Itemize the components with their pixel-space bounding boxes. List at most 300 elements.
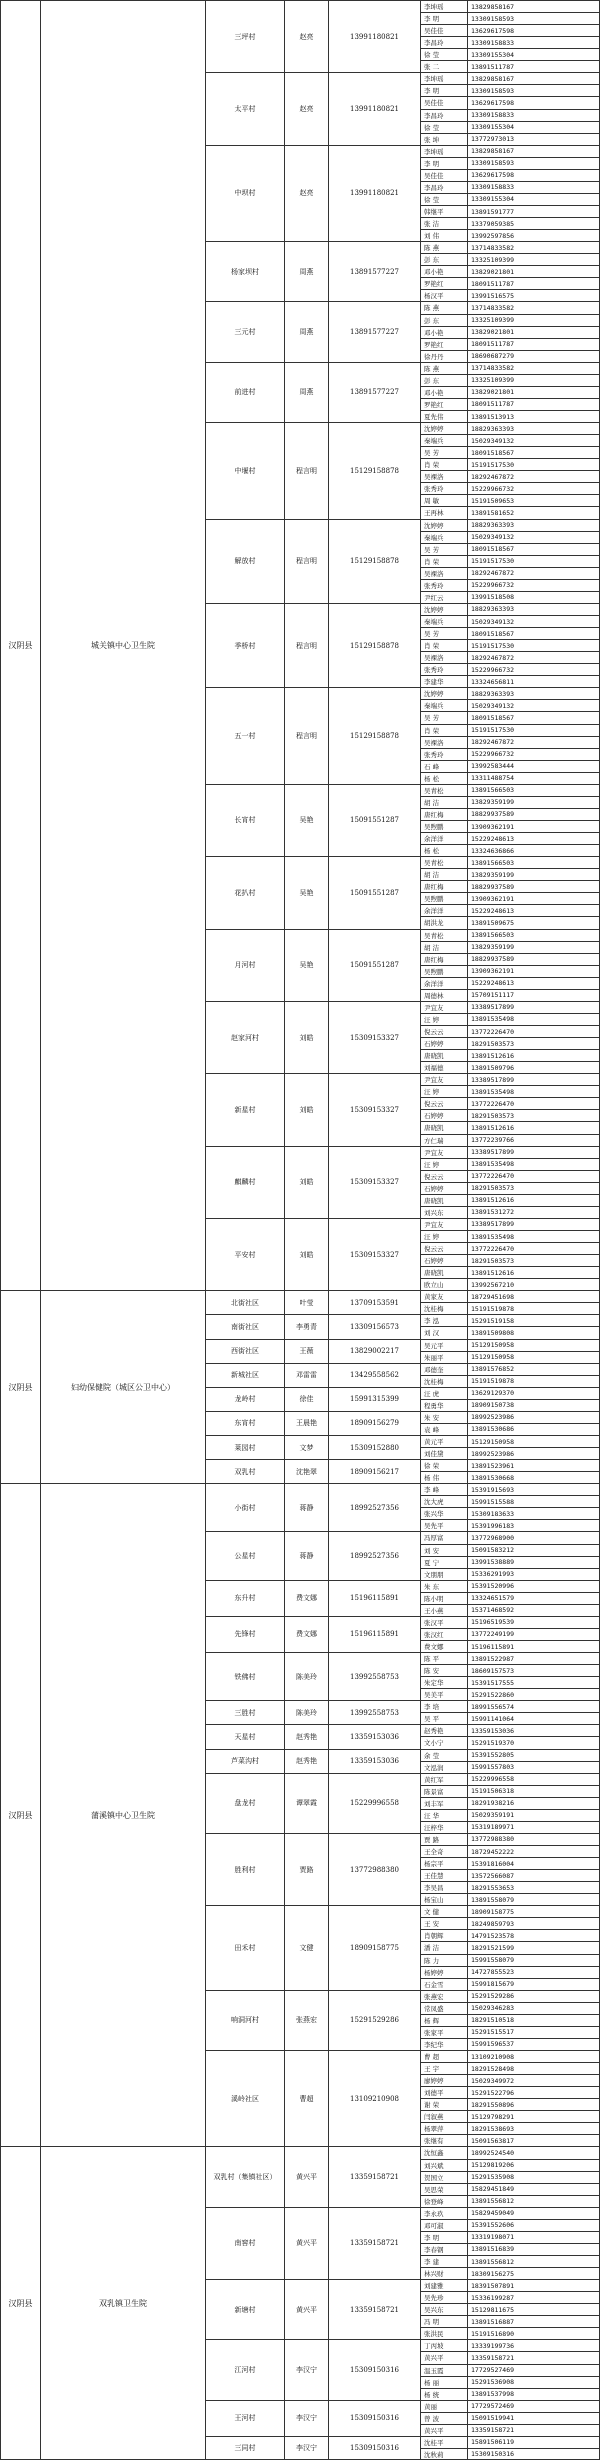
staff-name: 邓小艳: [424, 268, 444, 277]
staff-row: [420, 241, 600, 253]
staff-phone: 18091511787: [467, 278, 600, 289]
staff-row: [420, 0, 600, 12]
staff-row: [420, 1013, 600, 1025]
hospital-cell: 蒲溪镇中心卫生院: [40, 1483, 205, 2146]
staff-name: 张秀玲: [424, 750, 444, 759]
staff-row: [420, 84, 600, 96]
village-cell: 龙岭村: [205, 1387, 284, 1411]
staff-phone: 15291519158: [467, 1315, 600, 1326]
staff-phone: 13829021801: [467, 387, 600, 398]
staff-row: [420, 615, 600, 627]
staff-phone: 18291528498: [467, 2063, 600, 2074]
staff-phone: 13891512616: [467, 1267, 600, 1278]
staff-phone: 13319198071: [467, 2232, 600, 2243]
staff-row: [420, 603, 600, 615]
staff-name: 程勇华: [424, 1401, 444, 1410]
staff-name: 冯厚富: [424, 1534, 444, 1543]
staff-phone: 18291510518: [467, 2015, 600, 2026]
staff-row: [420, 2014, 600, 2026]
staff-row: [420, 289, 600, 301]
staff-name: 沈恒鑫: [424, 2149, 444, 2158]
staff-name: 沈大虎: [424, 1498, 444, 1507]
staff-name: 彭 东: [424, 376, 440, 385]
staff-row: [420, 1278, 600, 1290]
staff-row: [420, 1640, 600, 1652]
staff-phone: 13309158593: [467, 85, 600, 96]
staff-phone: 13324636866: [467, 845, 600, 856]
staff-name: 文朋朋: [424, 1570, 444, 1579]
staff-phone: 18291538693: [467, 2123, 600, 2134]
staff-row: [420, 2074, 600, 2086]
staff-name: 刘建雅: [424, 2282, 444, 2291]
staff-name: 张汉平: [424, 1618, 444, 1627]
doctor-phone-cell: 15309150316: [328, 2436, 420, 2460]
staff-name: 丁丙坡: [424, 2342, 444, 2351]
staff-phone: 15991557803: [467, 1762, 600, 1773]
staff-phone: 13772226470: [467, 1171, 600, 1182]
staff-name: 文泓润: [424, 1763, 444, 1772]
doctor-phone-cell: 15309150316: [328, 2400, 420, 2436]
village-cell: 小街村: [205, 1483, 284, 1531]
village-cell: 麒麟村: [205, 1146, 284, 1218]
staff-phone: 13891522987: [467, 1653, 600, 1664]
staff-row: [420, 48, 600, 60]
staff-name: 尹宜友: [424, 1076, 444, 1085]
village-cell: 新星村: [205, 1073, 284, 1145]
staff-row: [420, 965, 600, 977]
staff-name: 刘丰军: [424, 1799, 444, 1808]
staff-name: 唐晓凯: [424, 1269, 444, 1278]
staff-name: 王佳慧: [424, 1872, 444, 1881]
staff-phone: 18292467872: [467, 737, 600, 748]
doctor-cell: 李汉宁: [284, 2400, 328, 2436]
staff-name: 张秀玲: [424, 666, 444, 675]
staff-row: [420, 2231, 600, 2243]
staff-phone: 13572566087: [467, 1870, 600, 1881]
staff-name: 曾 波: [424, 2414, 440, 2423]
village-cell: 三元村: [205, 301, 284, 361]
staff-row: [420, 687, 600, 699]
staff-name: 沈婷婷: [424, 605, 444, 614]
staff-phone: 13339199736: [467, 2340, 600, 2351]
staff-phone: 13829858167: [467, 1, 600, 12]
staff-row: [420, 2134, 600, 2146]
staff-phone: 13379059385: [467, 218, 600, 229]
staff-row: [420, 748, 600, 760]
staff-phone: 13309158593: [467, 13, 600, 24]
staff-phone: 18249859793: [467, 1918, 600, 1929]
doctor-cell: 刘皓: [284, 1073, 328, 1145]
staff-phone: 18829937589: [467, 954, 600, 965]
staff-row: [420, 253, 600, 265]
staff-row: [420, 229, 600, 241]
staff-row: [420, 1966, 600, 1978]
staff-name: 尹红云: [424, 593, 444, 602]
doctor-cell: 沈艳翠: [284, 1459, 328, 1483]
staff-name: 肖 荣: [424, 557, 440, 566]
staff-phone: 18309156275: [467, 2268, 600, 2279]
staff-name: 黄兴平: [424, 2426, 444, 2435]
staff-row: [420, 506, 600, 518]
staff-name: 秦端兵: [424, 702, 444, 711]
staff-row: [420, 1869, 600, 1881]
staff-row: [420, 2050, 600, 2062]
village-cell: 中坝村: [205, 145, 284, 241]
staff-phone: 13891523961: [467, 1460, 600, 1471]
staff-phone: 15391996183: [467, 1520, 600, 1531]
staff-row: [420, 591, 600, 603]
staff-phone: 13629617598: [467, 170, 600, 181]
staff-name: 吴佳佳: [424, 27, 444, 36]
staff-phone: 15229248613: [467, 978, 600, 989]
doctor-phone-cell: 13991180821: [328, 72, 420, 144]
staff-name: 黄丽: [424, 2402, 437, 2411]
staff-phone: 13891556812: [467, 2196, 600, 2207]
staff-name: 张燕宏: [424, 1992, 444, 2001]
staff-row: [420, 784, 600, 796]
staff-row: [420, 1881, 600, 1893]
staff-name: 肖 荣: [424, 726, 440, 735]
staff-phone: 13629129370: [467, 1388, 600, 1399]
staff-name: 陈 燕: [424, 364, 440, 373]
staff-phone: 15196519539: [467, 1617, 600, 1628]
staff-row: [420, 265, 600, 277]
staff-row: [420, 892, 600, 904]
staff-row: [420, 1339, 600, 1351]
staff-phone: 18291503573: [467, 1110, 600, 1121]
staff-name: 汪 华: [424, 1811, 440, 1820]
staff-name: 唐晓凯: [424, 1052, 444, 1061]
staff-phone: 15029349132: [467, 616, 600, 627]
staff-row: [420, 314, 600, 326]
staff-name: 沈桂梅: [424, 1377, 444, 1386]
staff-phone: 15829459049: [467, 2208, 600, 2219]
doctor-cell: 王薇: [284, 1339, 328, 1363]
staff-name: 杨 伟: [424, 1474, 440, 1483]
staff-row: [420, 434, 600, 446]
staff-row: [420, 2098, 600, 2110]
staff-phone: 18992524540: [467, 2147, 600, 2158]
staff-phone: 13311488754: [467, 773, 600, 784]
staff-row: [420, 579, 600, 591]
staff-name: 沈秋莉: [424, 2450, 444, 2459]
staff-name: 刘 汉: [424, 1329, 440, 1338]
staff-name: 刘佳黛: [424, 1450, 444, 1459]
staff-phone: 15336291993: [467, 1569, 600, 1580]
staff-name: 邓小艳: [424, 328, 444, 337]
doctor-cell: 李汉宁: [284, 2436, 328, 2460]
staff-name: 唐红梅: [424, 883, 444, 892]
staff-phone: 13891556812: [467, 2256, 600, 2267]
staff-name: 李昌玲: [424, 111, 444, 120]
staff-name: 李坤瑶: [424, 75, 444, 84]
staff-name: 陈 安: [424, 1667, 440, 1676]
staff-row: [420, 989, 600, 1001]
staff-phone: 13891512616: [467, 1122, 600, 1133]
staff-phone: 15191517530: [467, 556, 600, 567]
staff-name: 李昌玲: [424, 39, 444, 48]
doctor-phone-cell: 18909156217: [328, 1459, 420, 1483]
staff-row: [420, 1025, 600, 1037]
staff-name: 吴先珍: [424, 2294, 444, 2303]
staff-row: [420, 1592, 600, 1604]
staff-phone: 17729572469: [467, 2401, 600, 2412]
staff-phone: 15291535908: [467, 2172, 600, 2183]
village-cell: 三坪村: [205, 0, 284, 72]
village-cell: 天星村: [205, 1724, 284, 1748]
staff-name: 张 坤: [424, 135, 440, 144]
staff-row: [420, 2026, 600, 2038]
staff-name: 汪 婷: [424, 1015, 440, 1024]
staff-row: [420, 1568, 600, 1580]
staff-row: [420, 1085, 600, 1097]
staff-row: [420, 627, 600, 639]
staff-row: [420, 2122, 600, 2134]
doctor-cell: 刘皓: [284, 1001, 328, 1073]
village-cell: 双乳村（集镇社区）: [205, 2146, 284, 2206]
staff-name: 邓小艳: [424, 388, 444, 397]
staff-phone: 18992523986: [467, 1412, 600, 1423]
staff-row: [420, 543, 600, 555]
staff-row: [420, 1326, 600, 1338]
staff-row: [420, 2219, 600, 2231]
staff-name: 温玉霞: [424, 2366, 444, 2375]
village-cell: 先锋村: [205, 1616, 284, 1652]
hospital-cell: 双乳镇卫生院: [40, 2146, 205, 2460]
staff-name: 杨婷婷: [424, 1968, 444, 1977]
staff-phone: 13891512616: [467, 1050, 600, 1061]
staff-name: 石婷婷: [424, 1040, 444, 1049]
doctor-cell: 赵秀艳: [284, 1749, 328, 1773]
staff-row: [420, 1134, 600, 1146]
staff-row: [420, 1857, 600, 1869]
staff-phone: 18991556574: [467, 1701, 600, 1712]
staff-phone: 13891566503: [467, 785, 600, 796]
staff-name: 张 二: [424, 63, 440, 72]
staff-phone: 13359153036: [467, 1725, 600, 1736]
staff-phone: 15391552805: [467, 1750, 600, 1761]
village-cell: 胜利村: [205, 1833, 284, 1905]
staff-phone: 15291529286: [467, 1991, 600, 2002]
staff-phone: 13389517899: [467, 1002, 600, 1013]
staff-phone: 15291522860: [467, 1689, 600, 1700]
staff-phone: 18690687279: [467, 351, 600, 362]
staff-phone: 15091583212: [467, 1545, 600, 1556]
doctor-phone-cell: 15309152880: [328, 1435, 420, 1459]
staff-phone: 15029349132: [467, 435, 600, 446]
staff-row: [420, 482, 600, 494]
staff-name: 徐 莹: [424, 195, 440, 204]
staff-phone: 15229966732: [467, 664, 600, 675]
staff-name: 石婷婷: [424, 1112, 444, 1121]
staff-row: [420, 1664, 600, 1676]
staff-phone: 15991558079: [467, 1955, 600, 1966]
staff-phone: 15191506318: [467, 1786, 600, 1797]
staff-phone: 13772988380: [467, 1834, 600, 1845]
staff-name: 吴元平: [424, 1341, 444, 1350]
staff-name: 李春钢: [424, 2245, 444, 2254]
staff-name: 李 明: [424, 159, 440, 168]
doctor-cell: 程言明: [284, 422, 328, 518]
staff-phone: 13309155304: [467, 194, 600, 205]
village-cell: 东宵村: [205, 1411, 284, 1435]
staff-phone: 15291536908: [467, 2377, 600, 2388]
staff-row: [420, 398, 600, 410]
staff-name: 李昌玲: [424, 183, 444, 192]
staff-name: 李 峰: [424, 1486, 440, 1495]
staff-name: 闫叙燕: [424, 2113, 444, 2122]
staff-name: 汪 虎: [424, 1389, 440, 1398]
staff-name: 李纪华: [424, 2040, 444, 2049]
staff-row: [420, 711, 600, 723]
staff-row: [420, 2243, 600, 2255]
staff-row: [420, 1531, 600, 1543]
staff-row: [420, 1423, 600, 1435]
staff-phone: 13829359199: [467, 797, 600, 808]
staff-row: [420, 2159, 600, 2171]
staff-phone: 15291515517: [467, 2027, 600, 2038]
staff-row: [420, 1302, 600, 1314]
staff-phone: 13309158833: [467, 182, 600, 193]
staff-name: 沈桂梅: [424, 1305, 444, 1314]
staff-name: 陈景富: [424, 1787, 444, 1796]
staff-phone: 18091511787: [467, 399, 600, 410]
staff-name: 张秀玲: [424, 581, 444, 590]
staff-name: 李 泓: [424, 1317, 440, 1326]
staff-row: [420, 494, 600, 506]
staff-row: [420, 2424, 600, 2436]
staff-row: [420, 1242, 600, 1254]
staff-row: [420, 350, 600, 362]
staff-phone: 15029349132: [467, 700, 600, 711]
staff-phone: 13829021801: [467, 327, 600, 338]
staff-name: 邓可淑: [424, 2221, 444, 2230]
doctor-phone-cell: 15091551287: [328, 784, 420, 856]
staff-phone: 15196115891: [467, 1641, 600, 1652]
staff-phone: 13991518508: [467, 592, 600, 603]
staff-phone: 15229248613: [467, 905, 600, 916]
staff-phone: 13891531272: [467, 1207, 600, 1218]
staff-name: 黄家友: [424, 1293, 444, 1302]
village-cell: 西街社区: [205, 1339, 284, 1363]
staff-row: [420, 362, 600, 374]
staff-phone: 13359158721: [467, 2352, 600, 2363]
staff-row: [420, 205, 600, 217]
staff-row: [420, 1917, 600, 1929]
staff-row: [420, 977, 600, 989]
staff-row: [420, 1628, 600, 1640]
staff-row: [420, 1736, 600, 1748]
staff-phone: 15191509653: [467, 495, 600, 506]
staff-phone: 18609157573: [467, 1665, 600, 1676]
staff-row: [420, 60, 600, 72]
staff-name: 吴 芳: [424, 449, 440, 458]
village-cell: 公星村: [205, 1531, 284, 1579]
staff-name: 陈 燕: [424, 304, 440, 313]
staff-phone: 13325109399: [467, 375, 600, 386]
staff-phone: 13772968900: [467, 1532, 600, 1543]
staff-row: [420, 36, 600, 48]
staff-phone: 18909158775: [467, 1906, 600, 1917]
staff-name: 徐 莹: [424, 123, 440, 132]
staff-row: [420, 1724, 600, 1736]
staff-phone: 15229248613: [467, 833, 600, 844]
staff-name: 张洪民: [424, 2330, 444, 2339]
staff-phone: 13772249199: [467, 1629, 600, 1640]
staff-phone: 18992523986: [467, 1448, 600, 1459]
doctor-phone-cell: 13991180821: [328, 145, 420, 241]
staff-phone: 18292467872: [467, 652, 600, 663]
doctor-phone-cell: 15309153327: [328, 1073, 420, 1145]
staff-row: [420, 2062, 600, 2074]
staff-phone: 13829359199: [467, 869, 600, 880]
staff-row: [420, 929, 600, 941]
village-cell: 赵家河村: [205, 1001, 284, 1073]
staff-name: 潘 洁: [424, 1944, 440, 1953]
staff-row: [420, 1712, 600, 1724]
staff-phone: 18291553653: [467, 1882, 600, 1893]
doctor-cell: 程言明: [284, 687, 328, 783]
staff-phone: 15309150316: [467, 2449, 600, 2460]
staff-name: 贺国立: [424, 2173, 444, 2182]
staff-phone: 18291938216: [467, 1798, 600, 1809]
staff-phone: 18091518567: [467, 544, 600, 555]
staff-phone: 15129819206: [467, 2160, 600, 2171]
staff-name: 尹宜友: [424, 1220, 444, 1229]
village-cell: 解放村: [205, 519, 284, 603]
staff-name: 朱定华: [424, 1679, 444, 1688]
staff-name: 秦端兵: [424, 618, 444, 627]
staff-name: 陈 平: [424, 1655, 440, 1664]
staff-row: [420, 1399, 600, 1411]
staff-name: 胡洪龙: [424, 919, 444, 928]
doctor-phone-cell: 13829002217: [328, 1339, 420, 1363]
staff-row: [420, 699, 600, 711]
doctor-cell: 蒋静: [284, 1483, 328, 1531]
staff-row: [420, 2376, 600, 2388]
staff-row: [420, 1073, 600, 1085]
staff-row: [420, 1749, 600, 1761]
staff-name: 袁 峰: [424, 1425, 440, 1434]
staff-name: 沈桂平: [424, 2438, 444, 2447]
staff-row: [420, 1700, 600, 1712]
staff-phone: 15336199287: [467, 2292, 600, 2303]
staff-phone: 15991596537: [467, 2039, 600, 2050]
staff-row: [420, 1109, 600, 1121]
staff-name: 张秀玲: [424, 485, 444, 494]
staff-name: 彭 东: [424, 256, 440, 265]
staff-row: [420, 1821, 600, 1833]
staff-name: 曹 超: [424, 2053, 440, 2062]
staff-phone: 15291522796: [467, 2087, 600, 2098]
staff-phone: 13324656811: [467, 676, 600, 687]
staff-name: 石金雪: [424, 1980, 444, 1989]
doctor-cell: 程言明: [284, 603, 328, 687]
doctor-phone-cell: 15229996558: [328, 1773, 420, 1833]
staff-row: [420, 1954, 600, 1966]
doctor-phone-cell: 18909158775: [328, 1905, 420, 1989]
village-cell: 南街社区: [205, 1314, 284, 1338]
staff-name: 夏 宁: [424, 1558, 440, 1567]
doctor-cell: 陈美玲: [284, 1700, 328, 1724]
staff-phone: 18829363393: [467, 423, 600, 434]
staff-row: [420, 1845, 600, 1857]
staff-row: [420, 2388, 600, 2400]
doctor-phone-cell: 13891577227: [328, 301, 420, 361]
staff-phone: 15191517530: [467, 640, 600, 651]
staff-phone: 18291521599: [467, 1942, 600, 1953]
staff-row: [420, 2303, 600, 2315]
